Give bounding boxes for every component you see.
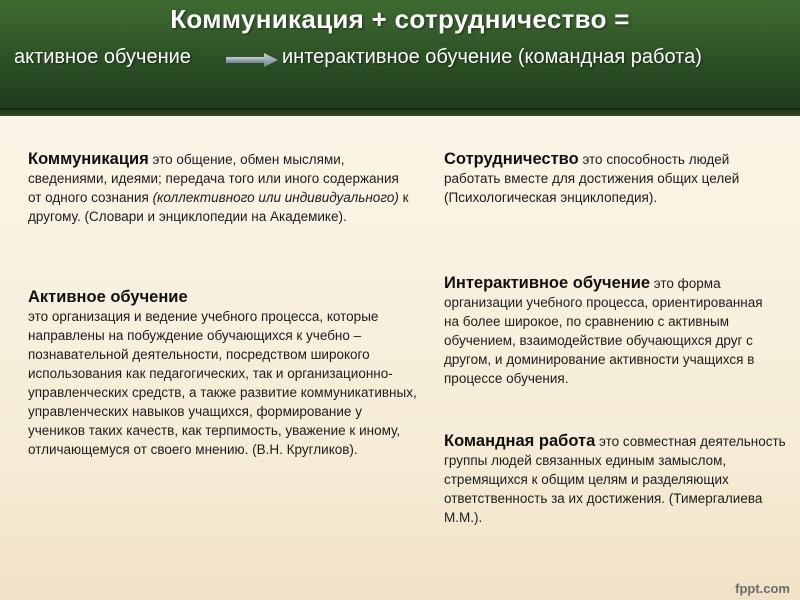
right-arrow-icon: [226, 52, 278, 68]
header-shadow: [0, 108, 800, 116]
block-cooperation: [444, 150, 754, 207]
definition-communication-italic: (коллективного или индивидуального): [152, 190, 399, 205]
term-active-learning: Активное обучение: [28, 288, 188, 306]
slide-subtitle: [0, 44, 800, 74]
block-active-learning: [28, 288, 418, 459]
definition-communication-a: это общение, обмен мыслями, сведениями, идеями; передача того или иного содержания от одного сознания: [28, 152, 399, 205]
definition-interactive-learning: это форма организации учебного процесса, ориентированная на более широкое, по сравнению с активным обучением, взаимодействие обучающихся друг с другом, и доминирование активности учащихся в процессе обучения.: [444, 276, 763, 386]
block-teamwork: [444, 432, 789, 527]
definition-communication-b: к другому. (Словари и энциклопедии на Академике).: [28, 190, 409, 224]
term-communication: Коммуникация: [28, 150, 149, 168]
block-communication: [28, 150, 413, 226]
subtitle-active-learning: активное обучение: [14, 46, 191, 68]
subtitle-interactive-learning: интерактивное обучение (командная работа): [282, 46, 702, 68]
definition-teamwork: это совместная деятельность группы людей связанных единым замыслом, стремящихся к общим целям и разделяющих ответственность за их достижения. (Тимергалиева М.М.).: [444, 434, 786, 525]
slide-header: [0, 0, 800, 110]
fppt-logo: fppt.com: [735, 581, 790, 596]
slide-title: Коммуникация + сотрудничество =: [170, 4, 630, 34]
definition-cooperation: это способность людей работать вместе для достижения общих целей (Психологическая энциклопедия).: [444, 152, 740, 205]
slide-content: [0, 116, 800, 600]
term-interactive-learning: Интерактивное обучение: [444, 274, 651, 292]
term-cooperation: Сотрудничество: [444, 150, 579, 168]
block-interactive-learning: [444, 274, 779, 388]
definition-active-learning: это организация и ведение учебного процесса, которые направлены на побуждение обучающихся к учебно – познавательной деятельности, посредством широкого использования как педагогических, так и организационно-управленческих средств, а также развитие коммуникативных, управленческих навыков учащихся, формирование у учеников таких качеств, как терпимость, уважение к иному, отличающемуся от своего мнению. (В.Н. Кругликов).: [28, 309, 417, 457]
term-teamwork: Командная работа: [444, 432, 596, 450]
